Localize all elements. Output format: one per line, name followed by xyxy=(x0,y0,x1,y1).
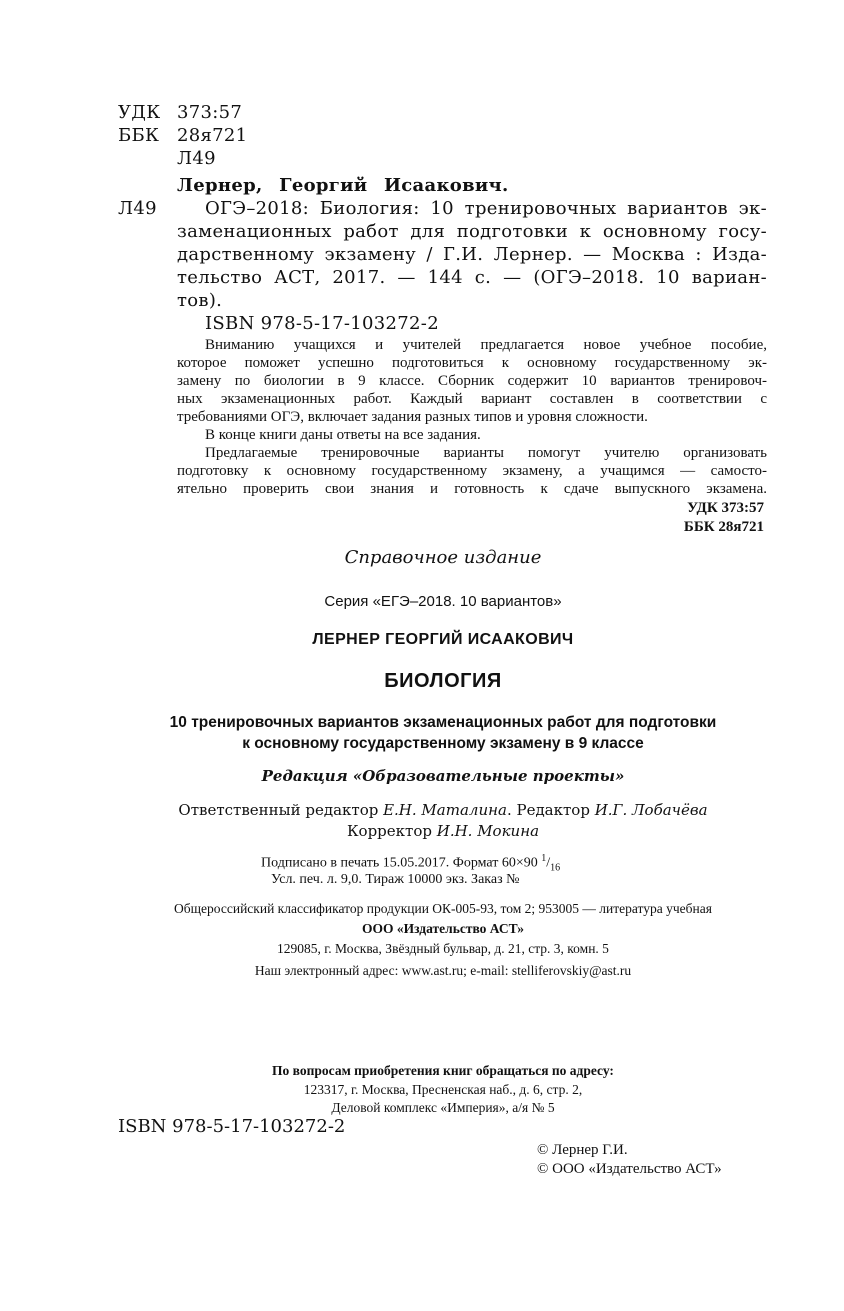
subtitle-line1: 10 тренировочных вариантов экзаменационных работ для подготовки xyxy=(169,714,717,731)
record-line: тов). xyxy=(177,290,223,311)
classifier: Общероссийский классификатор продукции ОК-005-93, том 2; 953005 — литература учебная xyxy=(174,901,712,916)
purchase-line1: 123317, г. Москва, Пресненская наб., д. 6, стр. 2, xyxy=(303,1082,583,1097)
udk-label: УДК xyxy=(118,102,161,123)
annotation-line: ятельно проверить свои знания и готовность к сдаче выпускного экзамена. xyxy=(177,481,767,497)
annotation-line: замену по биологии в 9 классе. Сборник содержит 10 вариантов тренировоч- xyxy=(177,373,767,389)
annotation-line: которое поможет успешно подготовиться к основному государственному эк- xyxy=(177,355,767,371)
address: 129085, г. Москва, Звёздный бульвар, д. 21, стр. 3, комн. 5 xyxy=(277,941,609,956)
format-numerator: 1 xyxy=(541,853,547,864)
record-line: заменационных работ для подготовки к основному госу- xyxy=(177,221,767,242)
corrector-name: И.Н. Мокина xyxy=(436,822,540,840)
annotation-line: подготовку к основному государственному экзамену, а учащимся — самосто- xyxy=(177,463,767,479)
annotation-line: Вниманию учащихся и учителей предлагается новое учебное пособие, xyxy=(205,337,767,353)
bbk-label: ББК xyxy=(118,125,160,146)
book-title: БИОЛОГИЯ xyxy=(384,670,502,692)
purchase-line2: Деловой комплекс «Империя», а/я № 5 xyxy=(331,1100,555,1115)
publisher: ООО «Издательство АСТ» xyxy=(361,921,525,936)
editors-line xyxy=(0,801,844,819)
annotation-line: ных экзаменационных работ. Каждый вариант составлен в соответствии с xyxy=(177,391,767,407)
copyright-publisher: © ООО «Издательство АСТ» xyxy=(537,1161,722,1177)
email: Наш электронный адрес: www.ast.ru; e-mail: stelliferovskiy@ast.ru xyxy=(254,963,632,978)
editor-prefix: Ответственный редактор xyxy=(178,801,384,819)
subtitle-line2: к основному государственному экзамену в 9 классе xyxy=(242,735,644,752)
bbk-value: 28я721 xyxy=(177,125,248,146)
record-side-mark: Л49 xyxy=(118,198,157,219)
print-line: Усл. печ. л. 9,0. Тираж 10000 экз. Заказ № xyxy=(271,872,520,887)
corrector-line xyxy=(0,822,844,840)
corrector-prefix: Корректор xyxy=(346,822,437,840)
purchase-heading: По вопросам приобретения книг обращаться по адресу: xyxy=(272,1063,614,1078)
author-caps: ЛЕРНЕР ГЕОРГИЙ ИСААКОВИЧ xyxy=(312,631,574,648)
format-denominator: 16 xyxy=(550,862,561,874)
series: Серия «ЕГЭ–2018. 10 вариантов» xyxy=(324,593,562,610)
record-author: Лернер, Георгий Исаакович. xyxy=(177,175,509,196)
redaction: Редакция «Образовательные проекты» xyxy=(261,767,625,785)
udk-value: 373:57 xyxy=(177,102,243,123)
editor2-prefix: . Редактор xyxy=(506,801,595,819)
editor2-name: И.Г. Лобачёва xyxy=(594,801,708,819)
copyright-author: © Лернер Г.И. xyxy=(537,1142,628,1158)
record-line: ОГЭ–2018: Биология: 10 тренировочных вариантов эк- xyxy=(205,198,767,219)
annotation-line: Предлагаемые тренировочные варианты помогут учителю организовать xyxy=(205,445,767,461)
annotation-line: В конце книги даны ответы на все задания. xyxy=(205,427,481,443)
annotation-udk: УДК 373:57 xyxy=(687,500,764,516)
record-line: дарственному экзамену / Г.И. Лернер. — Москва : Изда- xyxy=(177,244,767,265)
annotation-line: требованиями ОГЭ, включает задания разных типов и уровня сложности. xyxy=(177,409,648,425)
editor-name: Е.Н. Маталина xyxy=(383,801,507,819)
edition-type: Справочное издание xyxy=(344,547,542,568)
footer-isbn: ISBN 978-5-17-103272-2 xyxy=(118,1116,346,1137)
record-isbn: ISBN 978-5-17-103272-2 xyxy=(205,313,439,334)
author-mark: Л49 xyxy=(177,148,216,169)
annotation-bbk: ББК 28я721 xyxy=(683,519,764,535)
record-line: тельство АСТ, 2017. — 144 с. — (ОГЭ–2018. 10 вариан- xyxy=(177,267,767,288)
signed-text: Подписано в печать 15.05.2017. Формат 60×90 xyxy=(261,855,542,871)
signed-line: Подписано в печать 15.05.2017. Формат 60×90 $^1/_{16}$ xyxy=(261,853,561,874)
